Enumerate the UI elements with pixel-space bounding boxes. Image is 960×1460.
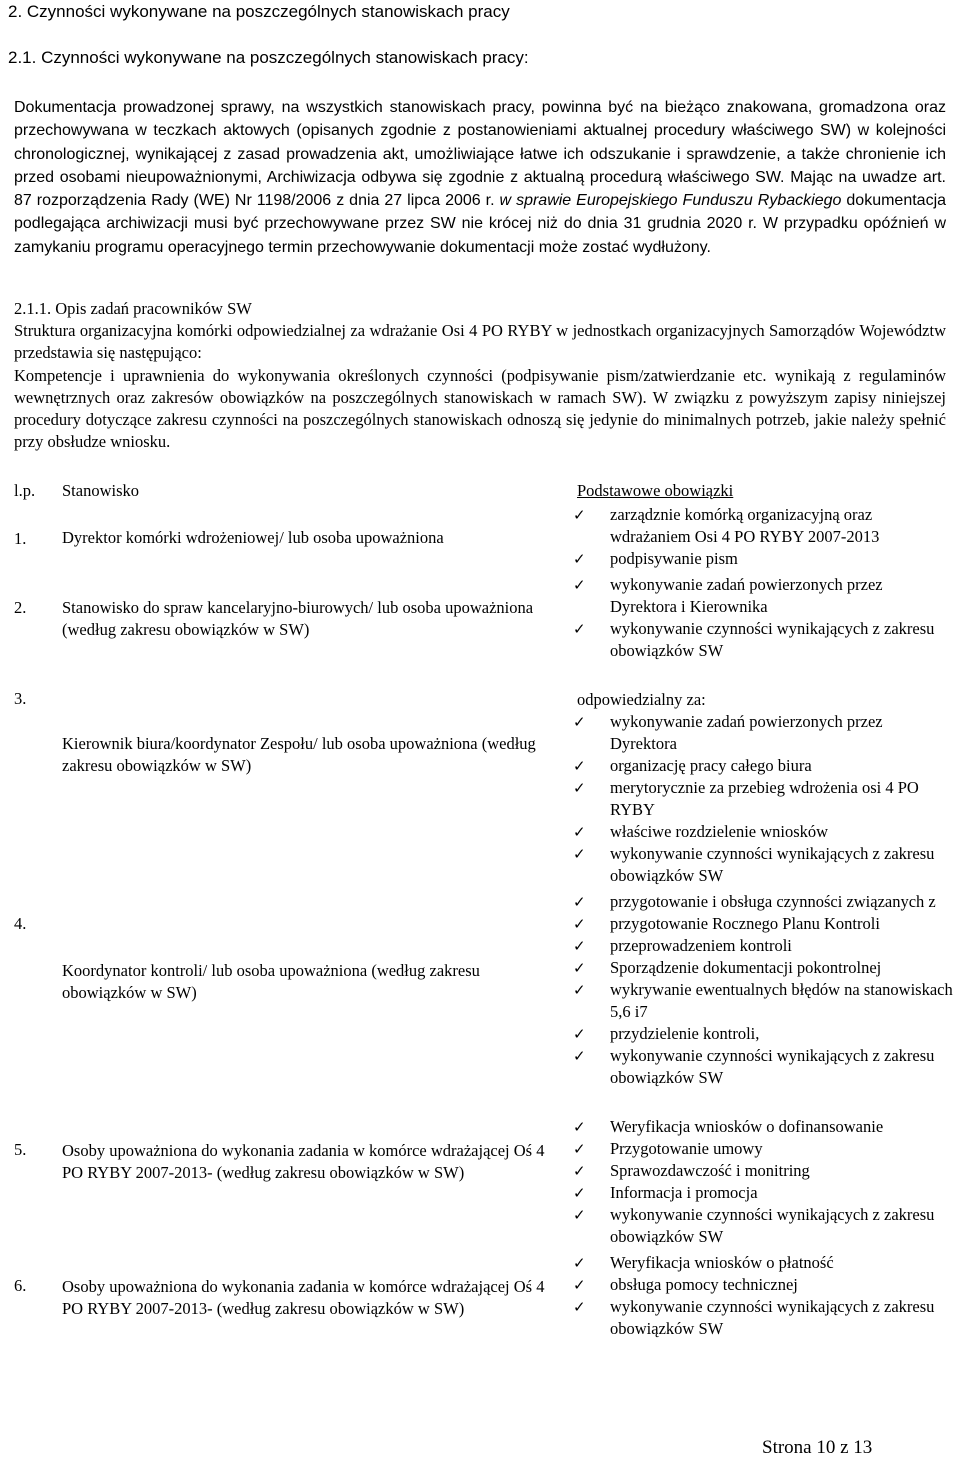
page-number: Strona 10 z 13 [762, 1437, 873, 1458]
checkmark-icon: ✓ [573, 1184, 586, 1202]
checkmark-icon: ✓ [573, 713, 586, 731]
row-1-position: Dyrektor komórki wdrożeniowej/ lub osoba upoważniona [62, 528, 444, 547]
tasks-heading: 2.1.1. Opis zadań pracowników SW [14, 299, 252, 318]
checkmark-icon: ✓ [573, 576, 586, 594]
header-position: Stanowisko [62, 481, 140, 500]
duty-item: ✓ wykonywanie czynności wynikających z zakresu obowiązków SW [573, 619, 935, 660]
checkmark-icon: ✓ [573, 620, 586, 638]
row-2-duties [573, 574, 953, 662]
row-1-duties [573, 504, 953, 570]
duty-item: ✓ przydzielenie kontroli, [573, 1024, 760, 1043]
duty-item: ✓ wykonywanie czynności wynikających z zakresu obowiązków SW [573, 1205, 935, 1246]
duty-item: ✓ wykonywanie czynności wynikających z zakresu obowiązków SW [573, 1046, 935, 1087]
checkmark-icon: ✓ [573, 1140, 586, 1158]
row-4-number: 4. [14, 914, 27, 933]
row-3-position: Kierownik biura/koordynator Zespołu/ lub osoba upoważniona (według zakresu obowiązków w SW) [62, 734, 536, 775]
duty-item: ✓ Informacja i promocja [573, 1183, 758, 1202]
duty-item: ✓ wykonywanie czynności wynikających z zakresu obowiązków SW [573, 1297, 935, 1338]
duty-item: ✓ wykonywanie czynności wynikających z zakresu obowiązków SW [573, 844, 935, 885]
checkmark-icon: ✓ [573, 1298, 586, 1316]
duty-item: ✓ właściwe rozdzielenie wniosków [573, 822, 829, 841]
checkmark-icon: ✓ [573, 1118, 586, 1136]
row-5-position: Osoby upoważniona do wykonania zadania w komórce wdrażającej Oś 4 PO RYBY 2007-2013- (według zakresu obowiązków w SW) [62, 1141, 545, 1182]
duty-item: ✓ podpisywanie pism [573, 549, 738, 568]
duty-item: ✓ przeprowadzeniem kontroli [573, 936, 792, 955]
checkmark-icon: ✓ [573, 1162, 586, 1180]
duty-item: ✓ Przygotowanie umowy [573, 1139, 763, 1158]
checkmark-icon: ✓ [573, 915, 586, 933]
row-3-number: 3. [14, 689, 27, 708]
header-duties: Podstawowe obowiązki [577, 481, 734, 500]
duty-item: ✓ Weryfikacja wniosków o płatność [573, 1253, 834, 1272]
checkmark-icon: ✓ [573, 845, 586, 863]
row-6-position: Osoby upoważniona do wykonania zadania w komórce wdrażającej Oś 4 PO RYBY 2007-2013- (według zakresu obowiązków w SW) [62, 1277, 545, 1318]
structure-text: Struktura organizacyjna komórki odpowiedzialnej za wdrażanie Osi 4 PO RYBY w jednostkach organizacyjnych Samorządów Województw przedstawia się następująco: [14, 321, 946, 363]
duty-item: ✓ wykonywanie zadań powierzonych przez Dyrektora i Kierownika [573, 575, 883, 616]
checkmark-icon: ✓ [573, 893, 586, 911]
checkmark-icon: ✓ [573, 506, 586, 524]
duty-item: ✓ wykrywanie ewentualnych błędów na stanowiskach 5,6 i7 [573, 980, 953, 1021]
duty-item: ✓ Weryfikacja wniosków o dofinansowanie [573, 1117, 884, 1136]
duty-item: ✓ Sprawozdawczość i monitring [573, 1161, 810, 1180]
duty-item: ✓ przygotowanie Rocznego Planu Kontroli [573, 914, 880, 933]
duty-item: ✓ wykonywanie zadań powierzonych przez Dyrektora [573, 712, 883, 753]
row-4-position: Koordynator kontroli/ lub osoba upoważniona (według zakresu obowiązków w SW) [62, 961, 480, 1002]
subsection-title: 2.1. Czynności wykonywane na poszczególnych stanowiskach pracy: [8, 48, 529, 67]
checkmark-icon: ✓ [573, 550, 586, 568]
intro-text-b: dokumentacja podlegająca archiwizacji musi być przechowywane przez SW nie krócej niż do dnia 31 grudnia 2020 r. W przypadku opóźnień w zamykaniu programu operacyjnego termin przechowywanie dokumentacji może zostać wydłużony. [14, 192, 947, 256]
checkmark-icon: ✓ [573, 1276, 586, 1294]
row-1-number: 1. [14, 529, 27, 548]
duty-item: ✓ zarządznie komórką organizacyjną oraz wdrażaniem Osi 4 PO RYBY 2007-2013 [573, 505, 880, 546]
section-title: 2. Czynności wykonywane na poszczególnych stanowiskach pracy [8, 2, 510, 21]
competences-text: Kompetencje i uprawnienia do wykonywania określonych czynności (podpisywanie pism/zatwierdzanie etc. wynikają z regulaminów wewnętrznych oraz zakresów obowiązków na poszczególnych stanowiskach w ramach SW). W związku z powyższym zapisy niniejszej procedury dotyczące zakresu czynności na poszczególnych stanowiskach odnoszą się jedynie do minimalnych potrzeb, jakie należy spełnić przy obsłudze wniosku. [14, 365, 946, 452]
checkmark-icon: ✓ [573, 823, 586, 841]
checkmark-icon: ✓ [573, 1206, 586, 1224]
checkmark-icon: ✓ [573, 1047, 586, 1065]
tasks-description [14, 298, 946, 453]
row-3-duties [573, 689, 953, 887]
duty-item: ✓ merytorycznie za przebieg wdrożenia osi 4 PO RYBY [573, 778, 919, 819]
intro-text-a: Dokumentacja prowadzonej sprawy, na wszystkich stanowiskach pracy, powinna być na bieżąco znakowana, gromadzona oraz przechowywana w teczkach aktowych (opisanych zgodnie z postanowieniami aktualnej procedury właściwego SW) w kolejności chronologicznej, wynikającej z zasad prowadzenia akt, umożliwiające łatwe ich odszukanie i sprawdzenie, a także chronienie ich przed osobami nieupoważnionymi, Archiwizacja odbywa się zgodnie z aktualną procedurą właściwego SW. Mając na uwadze art. 87 rozporządzenia Rady (WE) Nr 1198/2006 z dnia 27 lipca 2006 r. [14, 99, 946, 210]
checkmark-icon: ✓ [573, 1025, 586, 1043]
row-6-duties [573, 1252, 953, 1340]
checkmark-icon: ✓ [573, 959, 586, 977]
checkmark-icon: ✓ [573, 1254, 586, 1272]
row-5-duties [573, 1116, 953, 1248]
intro-paragraph [14, 96, 946, 259]
checkmark-icon: ✓ [573, 937, 586, 955]
row-2-number: 2. [14, 598, 27, 617]
row-6-number: 6. [14, 1276, 27, 1295]
row-3-intro: odpowiedzialny za: [577, 690, 706, 709]
row-5-number: 5. [14, 1140, 27, 1159]
checkmark-icon: ✓ [573, 779, 586, 797]
checkmark-icon: ✓ [573, 981, 586, 999]
duty-item: ✓ Sporządzenie dokumentacji pokontrolnej [573, 958, 882, 977]
checkmark-icon: ✓ [573, 757, 586, 775]
row-2-position: Stanowisko do spraw kancelaryjno-biurowych/ lub osoba upoważniona (według zakresu obowiązków w SW) [62, 598, 534, 639]
header-lp: l.p. [14, 481, 36, 500]
duty-item: ✓ organizację pracy całego biura [573, 756, 812, 775]
duty-item: ✓ obsługa pomocy technicznej [573, 1275, 798, 1294]
intro-text-italic: w sprawie Europejskiego Funduszu Rybackiego [499, 192, 842, 210]
duty-item: ✓ przygotowanie i obsługa czynności związanych z [573, 892, 936, 911]
row-4-duties [573, 891, 953, 1089]
